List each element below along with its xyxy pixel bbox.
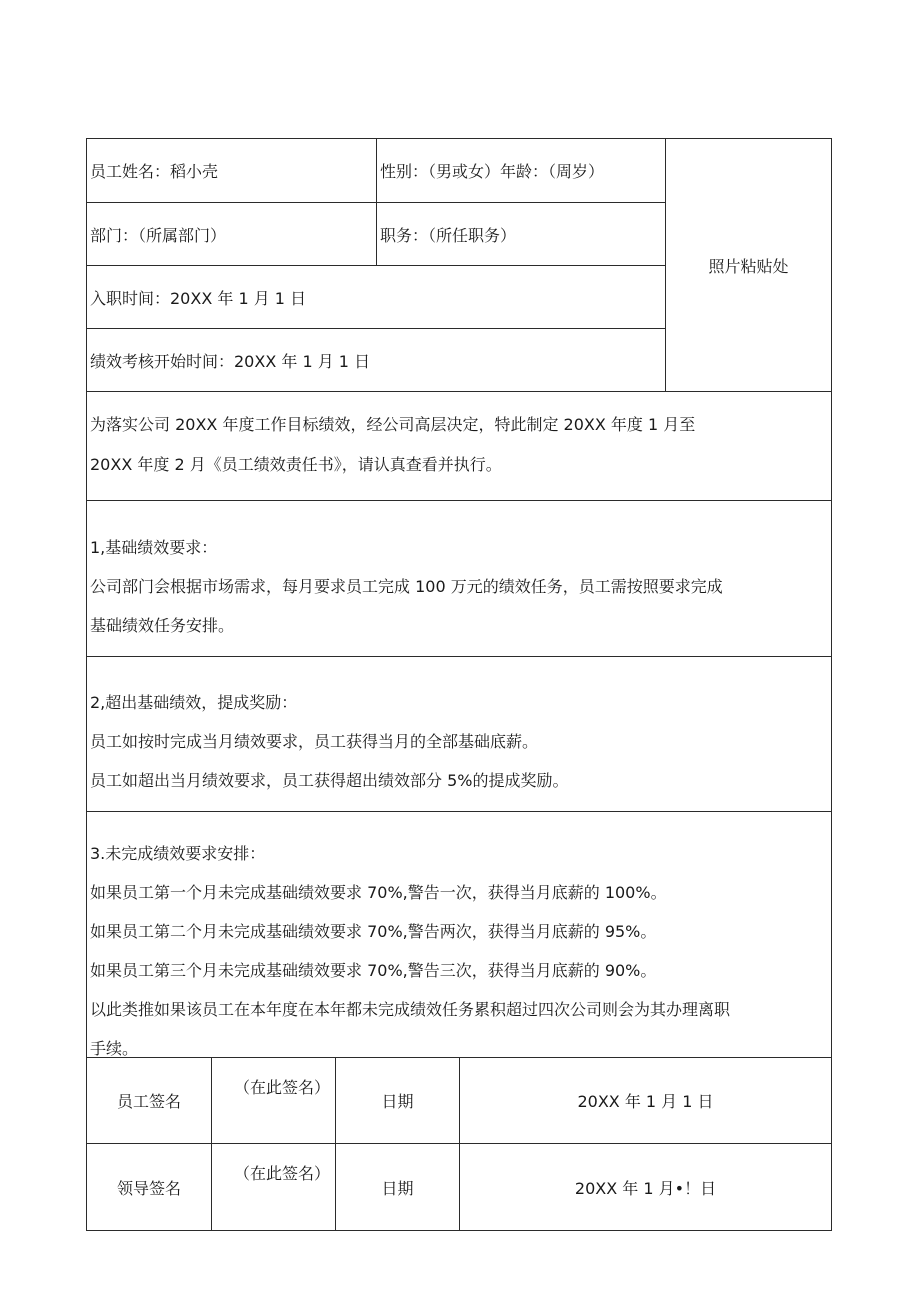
photo-placeholder: 照片粘贴处: [665, 138, 832, 392]
department-cell[interactable]: 部门：（所属部门）: [86, 202, 377, 266]
section-line: 如果员工第二个月未完成基础绩效要求 70%,警告两次，获得当月底薪的 95%。: [90, 922, 657, 941]
section-title: 2,超出基础绩效，提成奖励：: [90, 693, 298, 712]
leader-date-label: 日期: [335, 1143, 460, 1231]
employee-name-label: 员工姓名：: [90, 162, 171, 181]
section-line: 手续。: [90, 1039, 139, 1058]
employee-signature-label: 员工签名: [86, 1057, 212, 1144]
leader-signature-label: 领导签名: [86, 1143, 212, 1231]
intro-line: 为落实公司 20XX 年度工作目标绩效，经公司高层决定，特此制定 20XX 年度 1 月至: [90, 415, 696, 434]
section-line: 公司部门会根据市场需求，每月要求员工完成 100 万元的绩效任务，员工需按照要求完成: [90, 577, 723, 596]
leader-signature-field[interactable]: [211, 1143, 336, 1231]
section-line: 以此类推如果该员工在本年度在本年都未完成绩效任务累积超过四次公司则会为其办理离职: [90, 1000, 731, 1019]
section-line: 员工如超出当月绩效要求，员工获得超出绩效部分 5%的提成奖励。: [90, 771, 569, 790]
section-line: 如果员工第三个月未完成基础绩效要求 70%,警告三次，获得当月底薪的 90%。: [90, 961, 657, 980]
intro-paragraph: [86, 391, 832, 501]
position-cell[interactable]: 职务：（所任职务）: [376, 202, 666, 266]
intro-line: 20XX 年度 2 月《员工绩效责任书》，请认真查看并执行。: [90, 455, 502, 474]
section-unmet-requirements: [86, 811, 832, 1058]
section-basic-performance: [86, 500, 832, 657]
section-line: 员工如按时完成当月绩效要求，员工获得当月的全部基础底薪。: [90, 732, 539, 751]
responsibility-form: [86, 138, 832, 1231]
gender-age-cell[interactable]: 性别：（男或女）年龄：（周岁）: [376, 138, 666, 203]
section-title: 3.未完成绩效要求安排：: [90, 844, 266, 863]
signature-placeholder: （在此签名）: [234, 1164, 331, 1183]
section-title: 1,基础绩效要求：: [90, 538, 218, 557]
leader-date-value[interactable]: 20XX 年 1 月•！日: [459, 1143, 832, 1231]
section-bonus: [86, 656, 832, 812]
employee-date-value[interactable]: 20XX 年 1 月 1 日: [459, 1057, 832, 1144]
employee-signature-field[interactable]: [211, 1057, 336, 1144]
signature-placeholder: （在此签名）: [234, 1078, 331, 1097]
section-line: 如果员工第一个月未完成基础绩效要求 70%,警告一次，获得当月底薪的 100%。: [90, 883, 667, 902]
section-line: 基础绩效任务安排。: [90, 616, 235, 635]
employee-name-cell: [86, 138, 377, 203]
employee-name-value[interactable]: 稻小壳: [170, 162, 219, 181]
hire-date-cell[interactable]: 入职时间：20XX 年 1 月 1 日: [86, 265, 666, 329]
review-start-cell[interactable]: 绩效考核开始时间：20XX 年 1 月 1 日: [86, 328, 666, 392]
employee-date-label: 日期: [335, 1057, 460, 1144]
